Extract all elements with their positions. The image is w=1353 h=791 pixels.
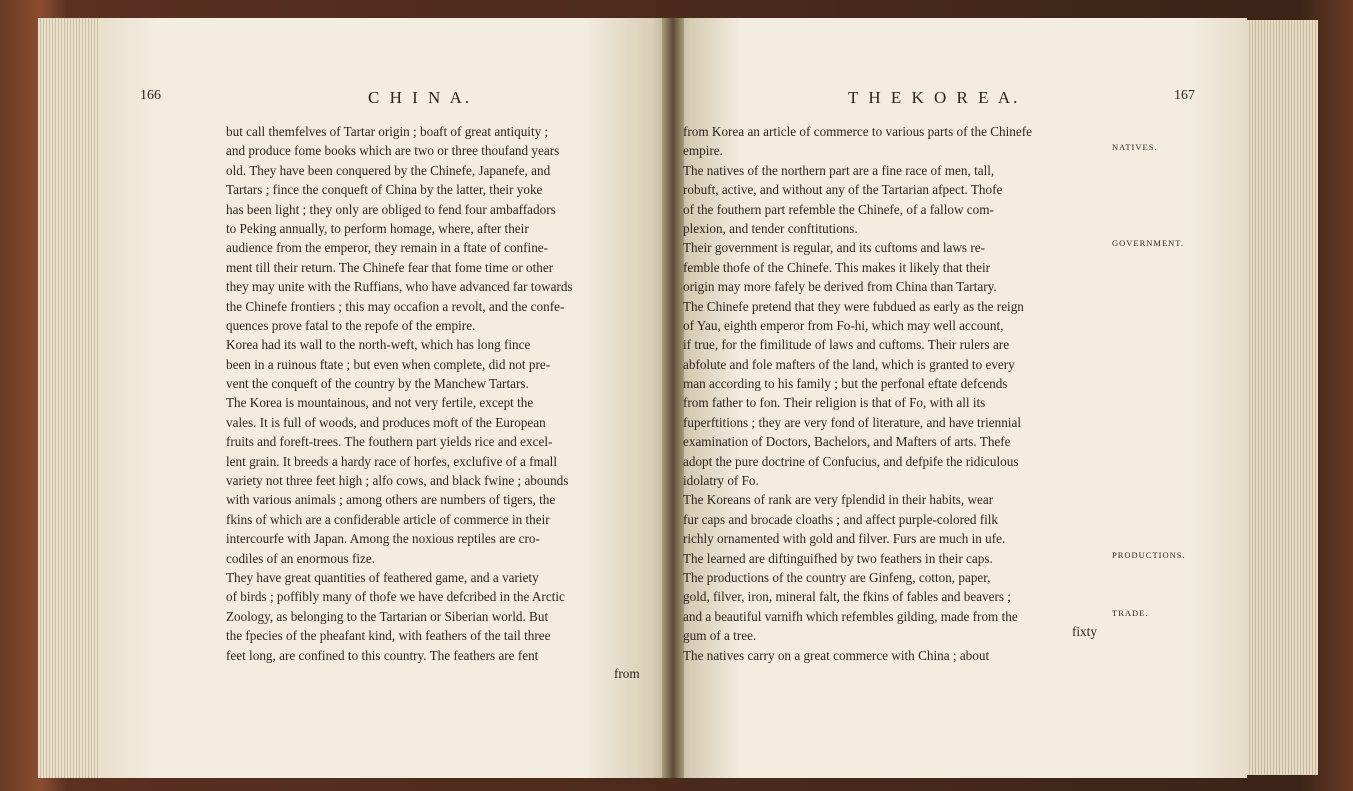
left-page-text (226, 122, 646, 665)
text-line: variety not three feet high ; alfo cows, and black fwine ; abounds (226, 473, 569, 489)
text-line: Tartars ; fince the conqueft of China by the latter, their yoke (226, 182, 543, 198)
sidenote-productions: PRODUCTIONS. (1112, 550, 1186, 560)
text-line: empire. (683, 143, 723, 159)
text-line: lent grain. It breeds a hardy race of horfes, exclufive of a fmall (226, 453, 558, 469)
text-line: The natives of the northern part are a fine race of men, tall, (683, 162, 995, 178)
text-line: if true, for the fimilitude of laws and cuftoms. Their rulers are (683, 337, 1010, 353)
text-line: quences prove fatal to the repofe of the empire. (226, 317, 476, 333)
left-catchword: from (614, 666, 640, 681)
text-line: to Peking annually, to perform homage, where, after their (226, 220, 529, 236)
text-line: of birds ; poffibly many of thofe we have defcribed in the Arctic (226, 589, 565, 605)
book-gutter (662, 18, 684, 778)
text-line: from father to fon. Their religion is that of Fo, with all its (683, 395, 986, 411)
text-line: adopt the pure doctrine of Confucius, and defpife the ridiculous (683, 453, 1019, 469)
text-line: The Chinefe pretend that they were fubdued as early as the reign (683, 298, 1024, 314)
text-line: audience from the emperor, they remain in a ftate of confine- (226, 240, 549, 256)
text-line: fuperftitions ; they are very fond of literature, and have triennial (683, 414, 1021, 430)
right-page-edges (1238, 20, 1318, 775)
text-line: plexion, and tender conftitutions. (683, 220, 858, 236)
text-line: from Korea an article of commerce to various parts of the Chinefe (683, 124, 1032, 139)
left-page-edges (38, 18, 108, 778)
text-line: Korea had its wall to the north-weft, which has long fince (226, 337, 531, 353)
text-line: femble thofe of the Chinefe. This makes it likely that their (683, 259, 991, 275)
text-line: and a beautiful varnifh which refembles gilding, made from the (683, 608, 1018, 624)
right-catchword: fixty (1072, 624, 1097, 639)
text-line: man according to his family ; but the perfonal eftate defcends (683, 376, 1008, 392)
text-line: been in a ruinous ftate ; but even when complete, did not pre- (226, 356, 551, 372)
text-line: The productions of the country are Ginfeng, cotton, paper, (683, 569, 991, 585)
text-line: and produce fome books which are two or three thoufand years (226, 143, 560, 159)
text-line: robuft, active, and without any of the Tartarian afpect. Thofe (683, 182, 1003, 198)
text-line: fur caps and brocade cloaths ; and affect purple-colored filk (683, 511, 999, 527)
text-line: gold, filver, iron, mineral falt, the fkins of fables and beavers ; (683, 589, 1011, 605)
text-line: feet long, are confined to this country. The feathers are fent (226, 647, 539, 663)
text-line: has been light ; they only are obliged to fend four ambaffadors (226, 201, 556, 217)
text-line: fruits and foreft-trees. The fouthern part yields rice and excel- (226, 434, 553, 450)
text-line: codiles of an enormous fize. (226, 550, 376, 566)
text-line: gum of a tree. (683, 628, 757, 644)
text-line: but call themfelves of Tartar origin ; boaft of great antiquity ; (226, 124, 549, 139)
text-line: The Korea is mountainous, and not very fertile, except the (226, 395, 534, 411)
text-line: origin may more fafely be derived from China than Tartary. (683, 279, 997, 295)
text-line: the Chinefe frontiers ; this may occafion a revolt, and the confe- (226, 298, 565, 314)
text-line: of Yau, eighth emperor from Fo-hi, which may well account, (683, 317, 1004, 333)
sidenote-natives: NATIVES. (1112, 142, 1158, 152)
sidenote-government: GOVERNMENT. (1112, 238, 1184, 248)
text-line: ment till their return. The Chinefe fear that fome time or other (226, 259, 554, 275)
text-line: fkins of which are a confiderable article of commerce in their (226, 511, 550, 527)
right-page-number: 167 (1174, 88, 1195, 103)
text-line: with various animals ; among others are numbers of tigers, the (226, 492, 556, 508)
text-line: examination of Doctors, Bachelors, and Mafters of arts. Thefe (683, 434, 1011, 450)
text-line: They have great quantities of feathered game, and a variety (226, 569, 539, 585)
right-running-head: T H E K O R E A. (848, 88, 1021, 107)
text-line: The learned are diftinguifhed by two feathers in their caps. (683, 550, 993, 566)
left-page-number: 166 (140, 88, 161, 103)
text-line: abfolute and fole mafters of the land, which is granted to every (683, 356, 1015, 372)
text-line: vent the conqueft of the country by the Manchew Tartars. (226, 376, 529, 392)
text-line: idolatry of Fo. (683, 473, 759, 489)
text-line: The natives carry on a great commerce with China ; about (683, 647, 990, 663)
right-page-text (683, 122, 1103, 665)
text-line: vales. It is full of woods, and produces moft of the European (226, 414, 546, 430)
text-line: of the fouthern part refemble the Chinefe, of a fallow com- (683, 201, 994, 217)
text-line: richly ornamented with gold and filver. Furs are much in ufe. (683, 531, 1006, 547)
left-running-head: C H I N A. (368, 88, 473, 107)
text-line: they may unite with the Ruffians, who have advanced far towards (226, 279, 573, 295)
text-line: The Koreans of rank are very fplendid in their habits, wear (683, 492, 994, 508)
text-line: Their government is regular, and its cuftoms and laws re- (683, 240, 985, 256)
text-line: Zoology, as belonging to the Tartarian or Siberian world. But (226, 608, 549, 624)
sidenote-trade: TRADE. (1112, 608, 1149, 618)
text-line: the fpecies of the pheafant kind, with feathers of the tail three (226, 628, 551, 644)
text-line: intercourfe with Japan. Among the noxious reptiles are cro- (226, 531, 540, 547)
text-line: old. They have been conquered by the Chinefe, Japanefe, and (226, 162, 551, 178)
